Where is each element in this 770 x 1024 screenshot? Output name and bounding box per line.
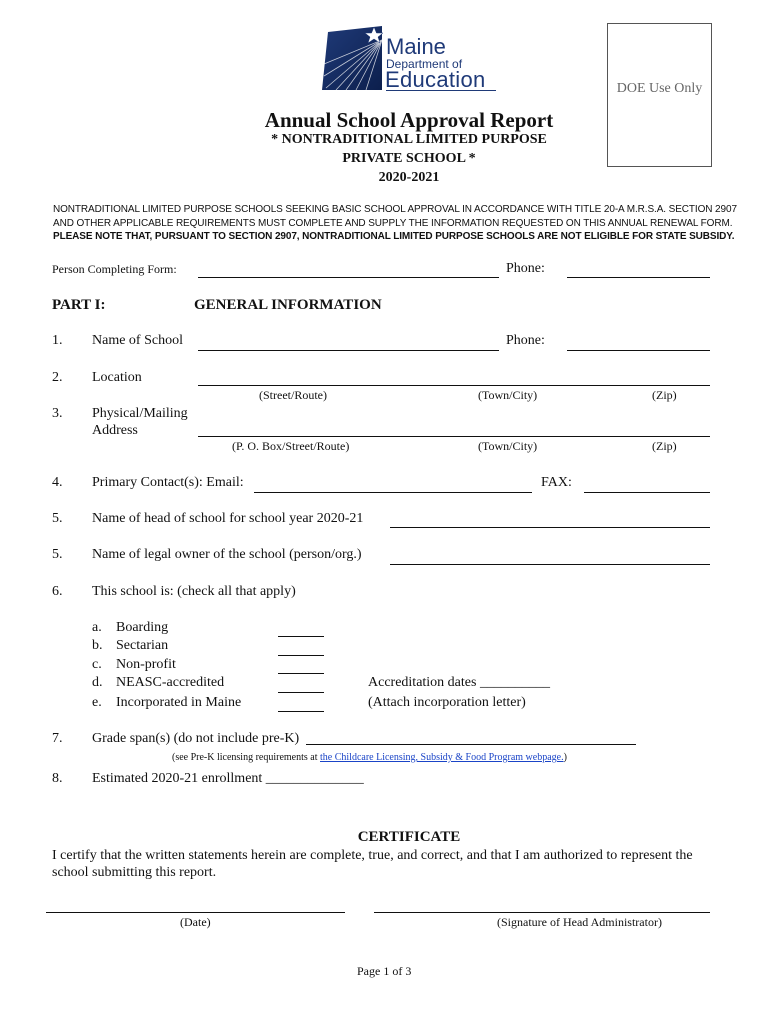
option-letter-incorporated: e. <box>92 695 102 710</box>
mailing-label-line-1: Physical/Mailing <box>92 406 188 421</box>
primary-contact-label: Primary Contact(s): Email: <box>92 475 244 490</box>
item-5-number: 5. <box>52 511 63 526</box>
location-street-caption: (Street/Route) <box>259 388 327 402</box>
certificate-line-2: school submitting this report. <box>52 865 217 880</box>
person-completing-field[interactable] <box>198 277 499 278</box>
enrollment-label: Estimated 2020-21 enrollment ______________ <box>92 771 364 786</box>
school-name-label: Name of School <box>92 333 183 348</box>
logo-line-department: Department of <box>386 57 463 71</box>
logo-divider <box>386 90 496 91</box>
option-label-neasc: NEASC-accredited <box>116 675 225 690</box>
sectarian-check-field[interactable] <box>278 655 324 656</box>
option-label-boarding: Boarding <box>116 620 169 635</box>
part-1-label: PART I: <box>52 297 106 313</box>
item-3-number: 3. <box>52 406 63 421</box>
notice-line-3: PLEASE NOTE THAT, PURSUANT TO SECTION 2907, NONTRADITIONAL LIMITED PURPOSE SCHOOLS ARE NOT ELIGIBLE FOR STATE SUBSIDY. <box>53 231 735 242</box>
grade-span-field[interactable] <box>306 744 636 745</box>
option-letter-boarding: a. <box>92 620 102 635</box>
item-2-number: 2. <box>52 370 63 385</box>
neasc-check-field[interactable] <box>278 692 324 693</box>
option-letter-neasc: d. <box>92 675 103 690</box>
mailing-town-caption: (Town/City) <box>478 439 538 453</box>
subtitle-line-1: * NONTRADITIONAL LIMITED PURPOSE <box>271 132 547 147</box>
notice-line-2: AND OTHER APPLICABLE REQUIREMENTS MUST COMPLETE AND SUPPLY THE INFORMATION REQUESTED ON THIS ANNUAL RENEWAL FORM. <box>53 218 733 229</box>
head-of-school-field[interactable] <box>390 527 710 528</box>
page-number: Page 1 of 3 <box>357 964 412 978</box>
item-4-number: 4. <box>52 475 63 490</box>
signature-caption: (Signature of Head Administrator) <box>497 915 662 929</box>
option-label-nonprofit: Non-profit <box>116 657 176 672</box>
person-phone-field[interactable] <box>567 277 710 278</box>
legal-owner-field[interactable] <box>390 564 710 565</box>
maine-doe-logo <box>322 26 502 97</box>
childcare-licensing-link[interactable]: the Childcare Licensing, Subsidy & Food Program webpage. <box>320 752 564 763</box>
item-8-number: 8. <box>52 771 63 786</box>
page-title: Annual School Approval Report <box>264 108 554 132</box>
school-phone-field[interactable] <box>567 350 710 351</box>
mailing-zip-caption: (Zip) <box>652 439 677 453</box>
certificate-heading: CERTIFICATE <box>357 829 461 845</box>
part-1-heading: GENERAL INFORMATION <box>194 297 382 313</box>
mailing-address-field[interactable] <box>198 436 710 437</box>
prek-note-prefix: (see Pre-K licensing requirements at <box>172 752 321 763</box>
location-field[interactable] <box>198 385 710 386</box>
option-label-incorporated: Incorporated in Maine <box>116 695 242 710</box>
date-signature-field[interactable] <box>46 912 345 913</box>
grade-span-label: Grade span(s) (do not include pre-K) <box>92 731 300 746</box>
option-letter-nonprofit: c. <box>92 657 102 672</box>
report-year: 2020-2021 <box>378 170 440 185</box>
nonprofit-check-field[interactable] <box>278 673 324 674</box>
incorporated-check-field[interactable] <box>278 711 324 712</box>
head-of-school-label: Name of head of school for school year 2020-21 <box>92 511 364 526</box>
doe-use-only-text: DOE Use Only <box>616 81 703 96</box>
option-label-sectarian: Sectarian <box>116 638 169 653</box>
item-1-number: 1. <box>52 333 63 348</box>
person-phone-label: Phone: <box>506 261 545 276</box>
location-zip-caption: (Zip) <box>652 388 677 402</box>
date-caption: (Date) <box>180 915 211 929</box>
attach-incorporation-note: (Attach incorporation letter) <box>368 695 526 710</box>
logo-line-maine: Maine <box>386 34 446 59</box>
fax-field[interactable] <box>584 492 710 493</box>
prek-licensing-note <box>172 752 567 763</box>
certificate-line-1: I certify that the written statements herein are complete, true, and correct, and that I am authorized to represent the <box>52 848 693 863</box>
fax-label: FAX: <box>541 475 572 490</box>
school-phone-label: Phone: <box>506 333 545 348</box>
boarding-check-field[interactable] <box>278 636 324 637</box>
item-7-number: 7. <box>52 731 63 746</box>
notice-line-1: NONTRADITIONAL LIMITED PURPOSE SCHOOLS SEEKING BASIC SCHOOL APPROVAL IN ACCORDANCE WITH TITLE 20-A M.R.S.A. SECTION 2907 <box>53 204 737 215</box>
mailing-pobox-caption: (P. O. Box/Street/Route) <box>232 439 350 453</box>
person-completing-label: Person Completing Form: <box>52 262 177 276</box>
prek-note-suffix: ) <box>563 752 567 763</box>
item-5b-number: 5. <box>52 547 63 562</box>
legal-owner-label: Name of legal owner of the school (person/org.) <box>92 547 362 562</box>
item-6-number: 6. <box>52 584 63 599</box>
mailing-label-line-2: Address <box>92 423 138 438</box>
accreditation-dates: Accreditation dates __________ <box>368 675 550 690</box>
option-letter-sectarian: b. <box>92 638 103 653</box>
head-administrator-signature-field[interactable] <box>374 912 710 913</box>
location-town-caption: (Town/City) <box>478 388 538 402</box>
logo-line-education: Education <box>385 67 486 92</box>
subtitle-line-2: PRIVATE SCHOOL * <box>342 151 476 166</box>
contact-email-field[interactable] <box>254 492 532 493</box>
school-is-label: This school is: (check all that apply) <box>92 584 296 599</box>
school-name-field[interactable] <box>198 350 499 351</box>
location-label: Location <box>92 370 142 385</box>
